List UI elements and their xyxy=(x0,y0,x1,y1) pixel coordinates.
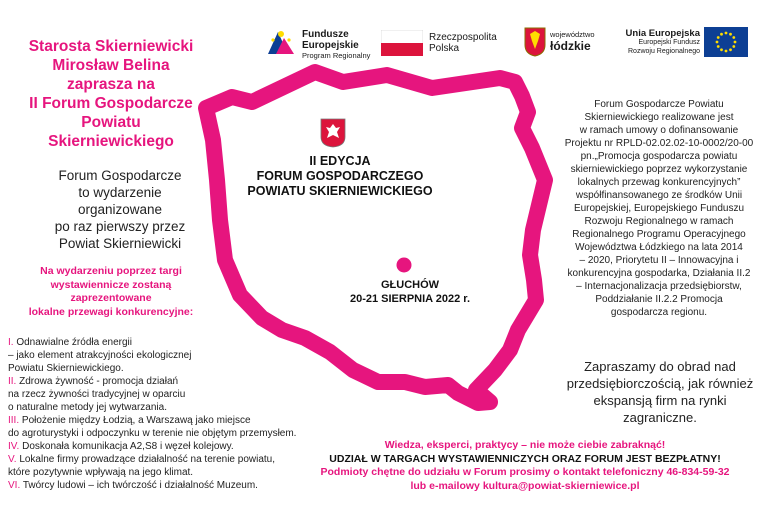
rp-logo-text: Rzeczpospolita Polska xyxy=(429,32,497,54)
list-item: V. Lokalne firmy prowadzące działalność na terenie powiatu, które pozytywnie wpływają na jego klimat. xyxy=(8,454,276,478)
footer-phone: Podmioty chętne do udziału w Forum prosimy o kontakt telefoniczny 46-834-59-32 xyxy=(320,466,730,478)
invitation-text: Zapraszamy do obrad nad przedsiębiorczością, jak również ekspansją firm na rynki zagraniczne. xyxy=(566,359,754,425)
edition-title: II EDYCJA FORUM GOSPODARCZEGO POWIATU SKIERNIEWICKIEGO xyxy=(247,154,433,198)
list-item: VI. Twórcy ludowi – ich twórczość i działalność Muzeum. xyxy=(8,480,258,491)
powiat-crest-icon xyxy=(320,118,346,148)
invitation-heading: Starosta Skierniewicki Mirosław Belina zaprasza na II Forum Gospodarcze Powiatu Skierniewickiego xyxy=(28,38,194,150)
list-item: III. Położenie między Łodzią, a Warszawą jako miejsce do agroturystyki i odpoczynku w terenie nie objętym przemysłem. xyxy=(8,415,297,439)
fair-intro-text: Na wydarzeniu poprzez targi wystawiennicze zostaną zaprezentowane lokalne przewagi konkurencyjne: xyxy=(28,265,194,318)
ue-logo-text: Unia Europejska Europejski Fundusz Rozwoju Regionalnego xyxy=(625,28,700,55)
list-item: I. Odnawialne źródła energii – jako element atrakcyjności ekologicznej Powiatu Skierniewickiego. xyxy=(8,337,192,374)
event-place-date: GŁUCHÓW 20-21 SIERPNIA 2022 r. xyxy=(349,279,471,305)
forum-intro-text: Forum Gospodarcze to wydarzenie organizowane po raz pierwszy przez Powiat Skierniewicki xyxy=(54,168,186,251)
lodzkie-logo-text: województwo łódzkie xyxy=(550,30,595,53)
footer-slogan: Wiedza, eksperci, praktycy – nie może ciebie zabraknąć! xyxy=(384,439,666,451)
project-info-text: Forum Gospodarcze Powiatu Skierniewickiego realizowane jest w ramach umowy o dofinansowanie Projektu nr RPLD-02.02.02-10-0002/20-00 pn.„Promocja gospodarcza powiatu skierniewickiego poprzez wykorzystanie lokalnych przewag konkurencyjnych” współfinansowanego ze środków Unii Europejskiej, Europejskiego Funduszu Rozwoju Regionalnego w ramach Regionalnego Programu Operacyjnego Województwa Łódzkiego na lata 2014 – 2020, Priorytetu II – Innowacyjna i konkurencyjna gospodarka, Działania II.2 – Internacjonalizacja przedsiębiorstw, Poddziałanie II.2.2 Promocja gospodarcza regionu. xyxy=(564,99,754,318)
footer-email: lub e-mailowy kultura@powiat-skierniewice.pl xyxy=(410,479,640,492)
footer-contact xyxy=(285,439,765,493)
fe-logo-text: Fundusze Europejskie Program Regionalny xyxy=(302,29,371,60)
footer-free-entry: UDZIAŁ W TARGACH WYSTAWIENNICZYCH ORAZ FORUM JEST BEZPŁATNY! xyxy=(329,452,721,465)
location-dot-icon xyxy=(396,257,412,273)
list-item: II. Zdrowa żywność - promocja działań na rzecz żywności tradycyjnej w oparciu o naturalne metody jej wytwarzania. xyxy=(8,376,186,413)
list-item: IV. Doskonała komunikacja A2,S8 i węzeł kolejowy. xyxy=(8,441,234,452)
